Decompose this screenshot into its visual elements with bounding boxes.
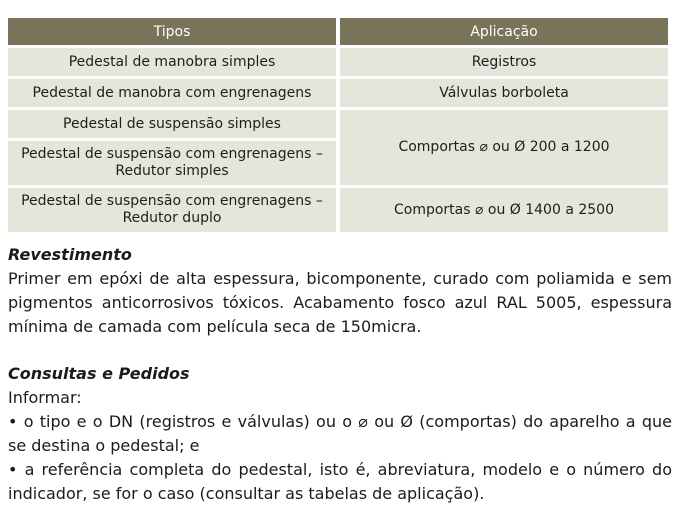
aplicacao-cell: Válvulas borboleta xyxy=(340,79,668,107)
header-tipos: Tipos xyxy=(8,18,336,45)
aplicacao-cell: Registros xyxy=(340,48,668,76)
table-row-group xyxy=(8,110,668,185)
consultas-intro: Informar: xyxy=(8,388,82,407)
bullet-item: • a referência completa do pedestal, isto é, abreviatura, modelo e o número do indicador, se for o caso (consultar as tabelas de aplicação). xyxy=(8,460,672,503)
table-row xyxy=(8,48,668,76)
table-header-row xyxy=(8,18,668,45)
consultas-heading: Consultas e Pedidos xyxy=(8,364,190,383)
tipo-cell: Pedestal de manobra com engrenagens xyxy=(8,79,336,107)
tipo-cell: Pedestal de suspensão simples xyxy=(8,110,336,138)
header-aplicacao: Aplicação xyxy=(340,18,668,45)
table-row xyxy=(8,79,668,107)
bullet-item: • o tipo e o DN (registros e válvulas) ou o ⌀ ou Ø (comportas) do aparelho a que se destina o pedestal; e xyxy=(8,412,672,455)
table-row xyxy=(8,188,668,232)
tipo-cell: Pedestal de manobra simples xyxy=(8,48,336,76)
aplicacao-cell: Comportas ⌀ ou Ø 1400 a 2500 xyxy=(340,188,668,232)
tipo-cell: Pedestal de suspensão com engrenagens – Redutor duplo xyxy=(8,188,336,232)
application-table xyxy=(8,18,668,232)
aplicacao-cell-merged: Comportas ⌀ ou Ø 200 a 1200 xyxy=(340,110,668,185)
revestimento-heading: Revestimento xyxy=(8,245,132,264)
revestimento-body: Primer em epóxi de alta espessura, bicomponente, curado com poliamida e sem pigmentos anticorrosivos tóxicos. Acabamento fosco azul RAL 5005, espessura mínima de camada com película seca de 150micra. xyxy=(8,269,672,336)
tipo-cell: Pedestal de suspensão com engrenagens – Redutor simples xyxy=(8,141,336,185)
